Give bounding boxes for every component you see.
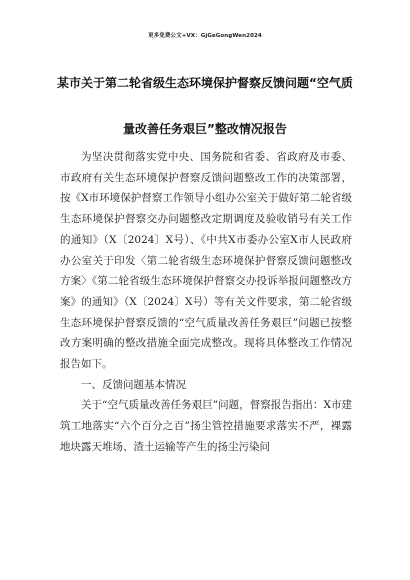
document-body — [60, 147, 352, 458]
intro-paragraph: 为坚决贯彻落实党中央、国务院和省委、省政府及市委、市政府有关生态环境保护督察反馈问题整改工作的决策部署，按《X市环境保护督察工作领导小组办公室关于做好第二轮省级生态环境保护督察交办问题整改定期调度及验收销号有关工作的通知》（X〔2024〕X号）、《中共X市委办公室X市人民政府办公室关于印发〈第二轮省级生态环境保护督察反馈问题整改方案〉《第二轮省级生态环境保护督察交办投诉举报问题整改方案》的通知》（X〔2024〕X号）等有关文件要求，第二轮省级生态环境保护督察反馈的“空气质量改善任务艰巨”问题已按整改方案明确的整改措施全面完成整改。现将具体整改工作情况报告如下。 — [60, 151, 352, 371]
header-note: 更多免费公文+VX：GjGeGongWen2024 — [148, 33, 262, 39]
issue-paragraph: 关于“空气质量改善任务艰巨”问题，督察报告指出：X市建筑工地落实“六个百分之百”扬尘管控措施要求落实不严，裸露地块露天堆场、渣土运输等产生的扬尘污染问 — [60, 399, 352, 453]
section-heading: 一、反馈问题基本情况 — [81, 378, 186, 391]
document-title-line-2: 量改善任务艰巨”整改情况报告 — [123, 122, 287, 136]
document-title-line-1: 某市关于第二轮省级生态环境保护督察反馈问题“空气质 — [57, 76, 353, 90]
